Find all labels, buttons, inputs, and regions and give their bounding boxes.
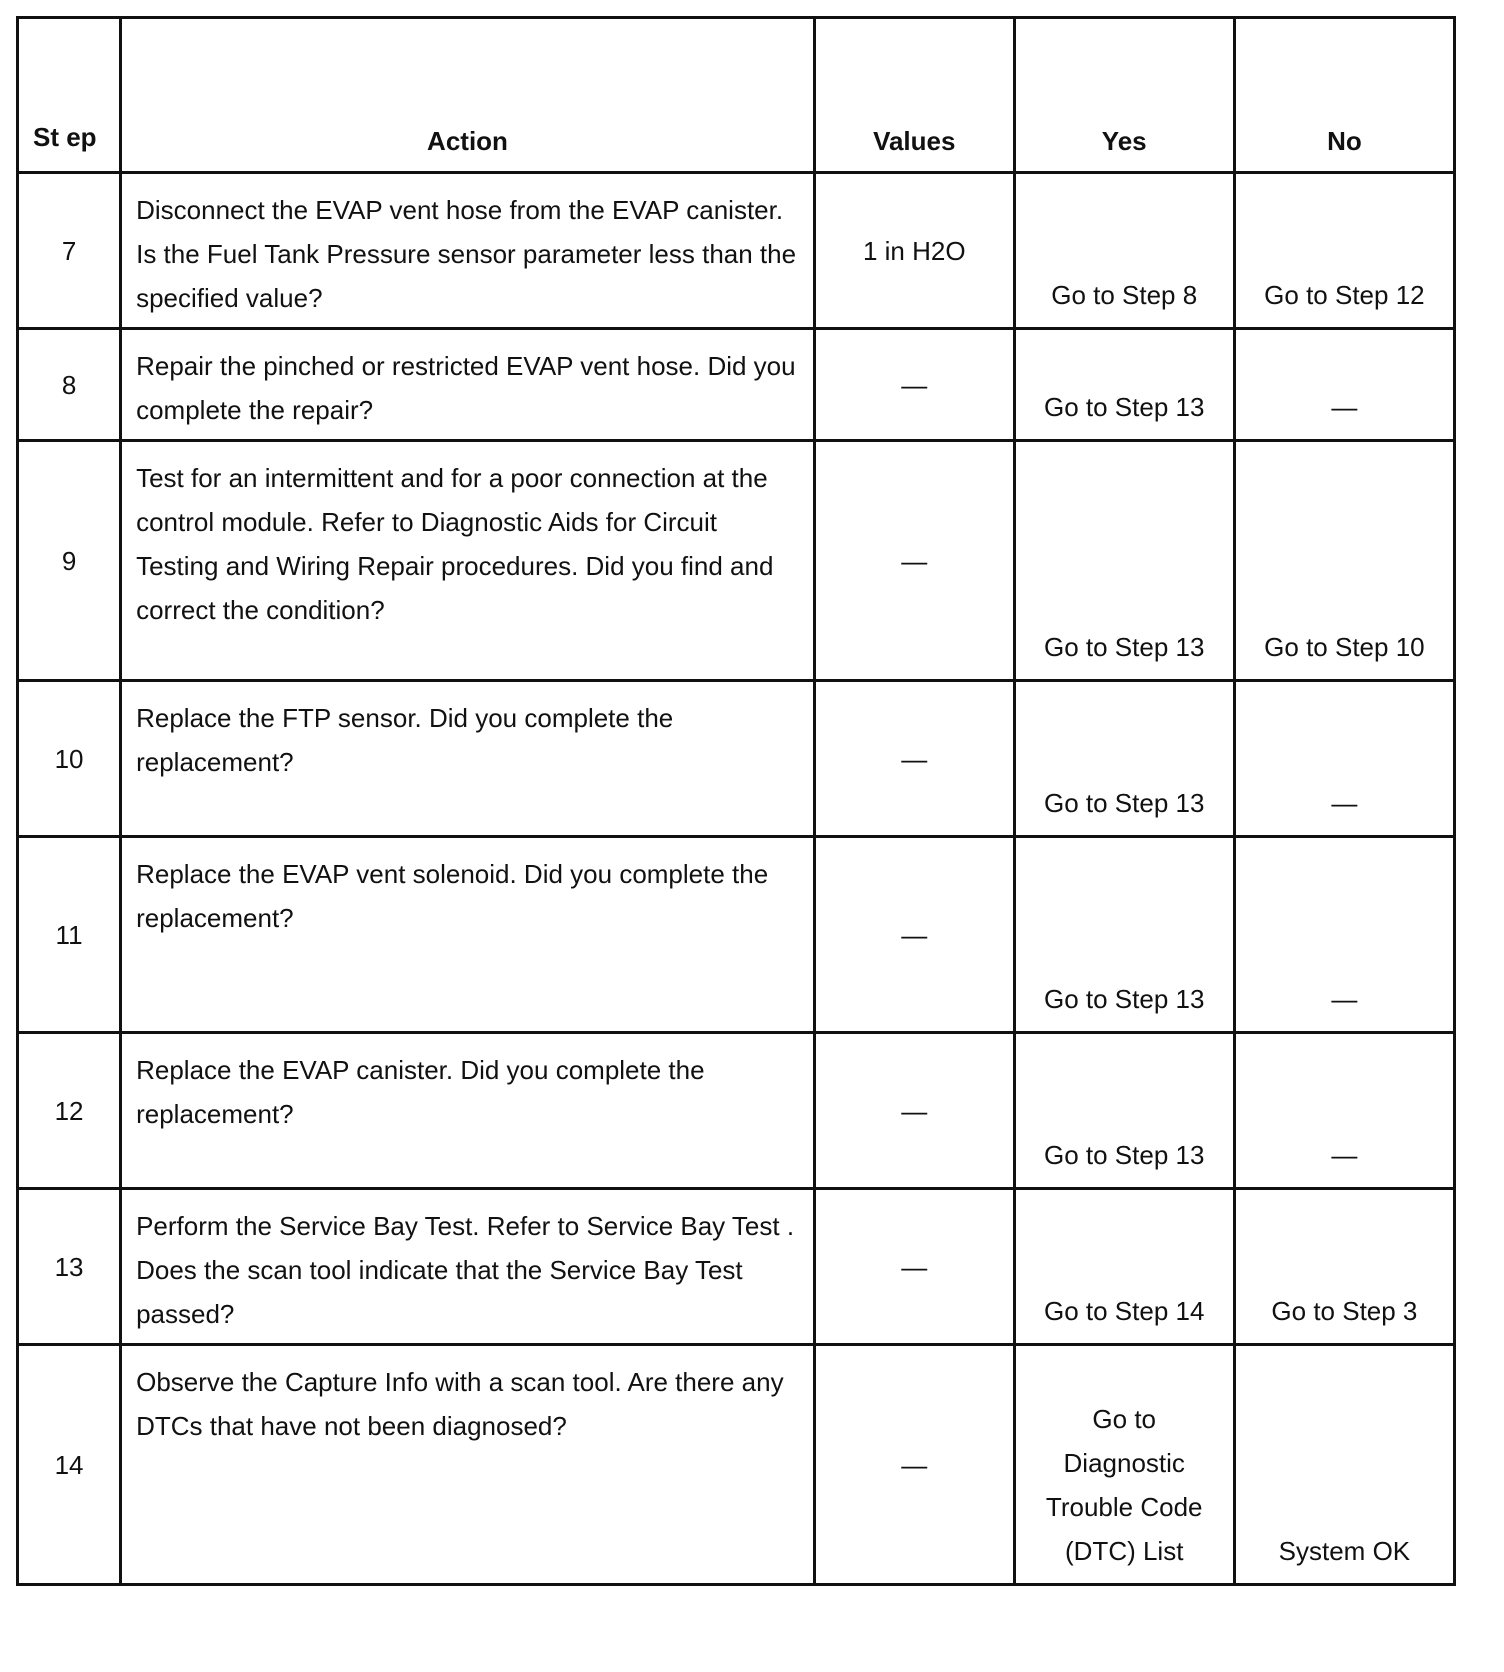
no-cell: Go to Step 12 (1234, 173, 1454, 329)
values-cell: 1 in H2O (814, 173, 1014, 329)
yes-cell: Go to Step 13 (1014, 1033, 1234, 1189)
yes-cell: Go to Step 13 (1014, 837, 1234, 1033)
header-row (18, 18, 1455, 173)
table-row (18, 173, 1455, 329)
header-no: No (1234, 18, 1454, 173)
yes-cell: Go to Step 14 (1014, 1189, 1234, 1345)
action-text: Disconnect the EVAP vent hose from the EVAP canister. Is the Fuel Tank Pressure sensor parameter less than the specified value? (121, 173, 815, 329)
yes-cell: Go to Step 13 (1014, 441, 1234, 681)
diagnostic-steps-table (16, 16, 1456, 1586)
table-row (18, 681, 1455, 837)
action-text: Replace the FTP sensor. Did you complete the replacement? (121, 681, 815, 837)
yes-cell: Go to Step 13 (1014, 681, 1234, 837)
values-cell: — (814, 837, 1014, 1033)
no-cell: — (1234, 681, 1454, 837)
step-number: 7 (18, 173, 121, 329)
action-text: Perform the Service Bay Test. Refer to Service Bay Test . Does the scan tool indicate that the Service Bay Test passed? (121, 1189, 815, 1345)
values-cell: — (814, 441, 1014, 681)
values-cell: — (814, 1033, 1014, 1189)
no-cell: — (1234, 837, 1454, 1033)
table-row (18, 837, 1455, 1033)
action-text: Replace the EVAP vent solenoid. Did you complete the replacement? (121, 837, 815, 1033)
step-number: 10 (18, 681, 121, 837)
no-cell: — (1234, 1033, 1454, 1189)
values-cell: — (814, 1345, 1014, 1585)
step-number: 13 (18, 1189, 121, 1345)
step-number: 8 (18, 329, 121, 441)
step-number: 11 (18, 837, 121, 1033)
step-number: 9 (18, 441, 121, 681)
step-number: 14 (18, 1345, 121, 1585)
table-row (18, 329, 1455, 441)
diagnostic-table-container (16, 16, 1456, 1586)
action-text: Test for an intermittent and for a poor connection at the control module. Refer to Diagnostic Aids for Circuit Testing and Wiring Repair procedures. Did you find and correct the condition? (121, 441, 815, 681)
no-cell: Go to Step 10 (1234, 441, 1454, 681)
yes-cell: Go to Diagnostic Trouble Code (DTC) List (1014, 1345, 1234, 1585)
action-text: Repair the pinched or restricted EVAP vent hose. Did you complete the repair? (121, 329, 815, 441)
table-row (18, 1189, 1455, 1345)
header-values: Values (814, 18, 1014, 173)
values-cell: — (814, 329, 1014, 441)
header-action: Action (121, 18, 815, 173)
action-text: Observe the Capture Info with a scan tool. Are there any DTCs that have not been diagnosed? (121, 1345, 815, 1585)
values-cell: — (814, 681, 1014, 837)
table-row (18, 441, 1455, 681)
values-cell: — (814, 1189, 1014, 1345)
action-text: Replace the EVAP canister. Did you complete the replacement? (121, 1033, 815, 1189)
header-step: St ep (18, 18, 121, 173)
no-cell: Go to Step 3 (1234, 1189, 1454, 1345)
step-number: 12 (18, 1033, 121, 1189)
header-yes: Yes (1014, 18, 1234, 173)
yes-cell: Go to Step 8 (1014, 173, 1234, 329)
table-row (18, 1033, 1455, 1189)
yes-cell: Go to Step 13 (1014, 329, 1234, 441)
no-cell: System OK (1234, 1345, 1454, 1585)
no-cell: — (1234, 329, 1454, 441)
table-row (18, 1345, 1455, 1585)
